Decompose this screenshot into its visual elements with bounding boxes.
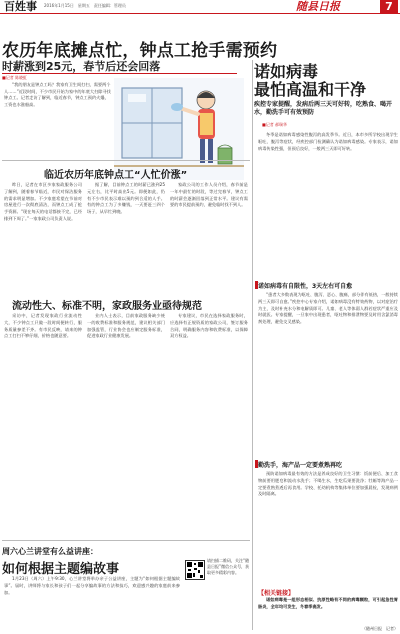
qr-code-icon xyxy=(185,560,205,580)
section-divider-3 xyxy=(2,540,250,541)
subsection-headline-2: 流动性大、标准不明，家政服务业亟待规范 xyxy=(12,301,202,312)
related-link-body xyxy=(258,597,398,625)
lecture-kicker: 周六心兰讲堂有么益讲座： xyxy=(2,547,98,556)
lecture-paragraph: 1月23日（周六）上午9:30，心兰讲堂将举办亲子公益讲座，主题为“如何根据主题编故事”。届时，讲师将与家长和孩子们一起分享编故事的方法和技巧，欢迎感兴趣的家庭前来参加。 xyxy=(4,576,180,595)
subsection-1-col-1 xyxy=(4,182,82,292)
related-link-label: 【相关链接】 xyxy=(258,590,295,597)
qr-code-block xyxy=(183,558,251,634)
norovirus-paragraph: 冬季是诺如病毒感染性腹泻的高发季节。近日，本市多所学校出现学生呕吐、腹泻等症状，经疾控部门检测确认为诺如病毒感染。专家表示，诺如病毒传染性强，但预后良好，一般两三天即可好转。 xyxy=(258,132,398,151)
section-name: 百姓事 xyxy=(4,0,37,13)
norovirus-body xyxy=(258,132,398,276)
subsection-1-col-2 xyxy=(87,182,165,292)
masthead xyxy=(0,0,400,14)
subsection-2-paragraph-1: 采访中，记者发现家政行业流动性大，不少钟点工只做一段时间便转行，服务质量参差不齐。有市民反映，请来的钟点工打扫不够仔细，价格也随意要。 xyxy=(4,313,82,339)
norovirus-title-line2: 最怕高温和干净 xyxy=(254,80,367,99)
norovirus-byline: ■记者 郝瑞华 xyxy=(262,122,288,127)
lead-byline: ■记者 陈晓虹 xyxy=(2,75,28,80)
date-line: 2016年1月15日 星期五 责任编辑：管理员 xyxy=(44,3,126,8)
lecture-body xyxy=(4,576,180,632)
subsection-2-col-3 xyxy=(170,313,248,533)
subsection-2-col-2 xyxy=(87,313,165,533)
norovirus-subhead-2: 勤洗手，海产品一定要煮熟再吃 xyxy=(258,462,343,469)
subsection-1-paragraph-2: 据了解，目前钟点工的时薪已涨到25元左右，比平时高出5元。即便如此，仍有不少市民表示难以预约到合适的人手。有的钟点工为了多赚钱，一天要赶三四个场子，从早忙到晚。 xyxy=(87,182,165,215)
lead-headline: 农历年底摊点忙，钟点工抢手需预约 xyxy=(2,41,278,61)
lead-intro: “我的朋友是钟点工吗？我家有卫生间打扫，需要两个人……”近段时间，不少市民开始为家中的年底大扫除寻找钟点工。记者走访了解到，临近春节，钟点工预约火爆，工资也水涨船高。 xyxy=(4,82,111,107)
column-divider xyxy=(252,60,253,630)
norovirus-headline-block xyxy=(254,63,400,117)
norovirus-body-2 xyxy=(258,292,398,454)
norovirus-subhead-1: 诺如病毒有自限性，3天左右可自愈 xyxy=(258,283,353,290)
page-number: 7 xyxy=(380,0,398,14)
subsection-2-paragraph-2: 业内人士表示，目前家政服务缺少统一的收费标准和服务规范，建议相关部门加强监管，行业协会也应制定服务标准，促进家政行业健康发展。 xyxy=(87,313,165,339)
newspaper-name: 随县日报 xyxy=(296,0,340,13)
lead-subheadline: 时薪涨到25元，春节后还会回落 xyxy=(2,60,161,73)
subsection-2-paragraph-3: 专家建议，市民在选择家政服务时，应选择有正规资质的家政公司，签订服务合同，明确服务内容和收费标准，以保障双方权益。 xyxy=(170,313,248,339)
norovirus-paragraph-2: “患者大多数表现为呕吐、腹泻、恶心、腹痛，部分伴有低热，一般持续两三天即可自愈。”疾控中心专家介绍，诺如病毒没有特效药物，以对症治疗为主，及时补充水分和电解质即可。儿童、老人等体弱人群若症状严重应及时就医。专家提醒，一旦家中出现患者，呕吐物和排泄物要及时用含氯消毒剂处理，避免交叉感染。 xyxy=(258,292,398,325)
article-signature: （随州日报 记者） xyxy=(362,626,398,631)
subsection-1-col-3 xyxy=(170,182,248,292)
qr-caption: 请扫描二维码，关注“随县日报”微信公众号，获取更多精彩内容。 xyxy=(207,558,250,575)
norovirus-subtitle: 疾控专家提醒，发病后两三天可好转，吃熟食、喝开水，勤洗手可有效预防 xyxy=(254,101,393,116)
lecture-headline: 如何根据主题编故事 xyxy=(2,562,120,577)
related-link-paragraph: 诺如病毒是一组形态相似、抗原性略有不同的病毒颗粒，可引起急性胃肠炎，全年均可发生，冬春季高发。 xyxy=(258,597,398,609)
norovirus-paragraph-3: 预防诺如病毒最有效的方法是养成良好的卫生习惯：饭前便后、加工食物前要用肥皂和流动水洗手；不喝生水，生吃瓜果要洗净；牡蛎等海产品一定要煮熟煮透后再食用。学校、托幼机构等集体单位要加强晨检，发现病例及时隔离。 xyxy=(258,471,398,497)
section-divider-1 xyxy=(2,160,250,161)
norovirus-title: 诺如病毒 xyxy=(254,62,319,81)
subsection-2-col-1 xyxy=(4,313,82,533)
lead-divider xyxy=(2,73,237,74)
subsection-1-paragraph-1: 昨日，记者在市区多家家政服务公司了解到，随着春节临近，市民对保洁服务的需求明显增加。不少家庭希望在节前对房屋进行一次彻底清洁，而钟点工成了抢手资源。“现在每天的电话都接不完，已经排到下周了。”一家家政公司负责人说。 xyxy=(4,182,82,221)
subsection-headline-1: 临近农历年底钟点工“人忙价涨” xyxy=(44,170,188,181)
subsection-1-paragraph-3: 家政公司的工作人员介绍，春节前是一年中最忙的时段，等过完春节，钟点工的时薪会逐渐回落到正常水平。建议有需要的市民提前预约，避免临时找不到人。 xyxy=(170,182,248,208)
cleaning-illustration xyxy=(114,78,244,180)
norovirus-body-3 xyxy=(258,471,398,583)
